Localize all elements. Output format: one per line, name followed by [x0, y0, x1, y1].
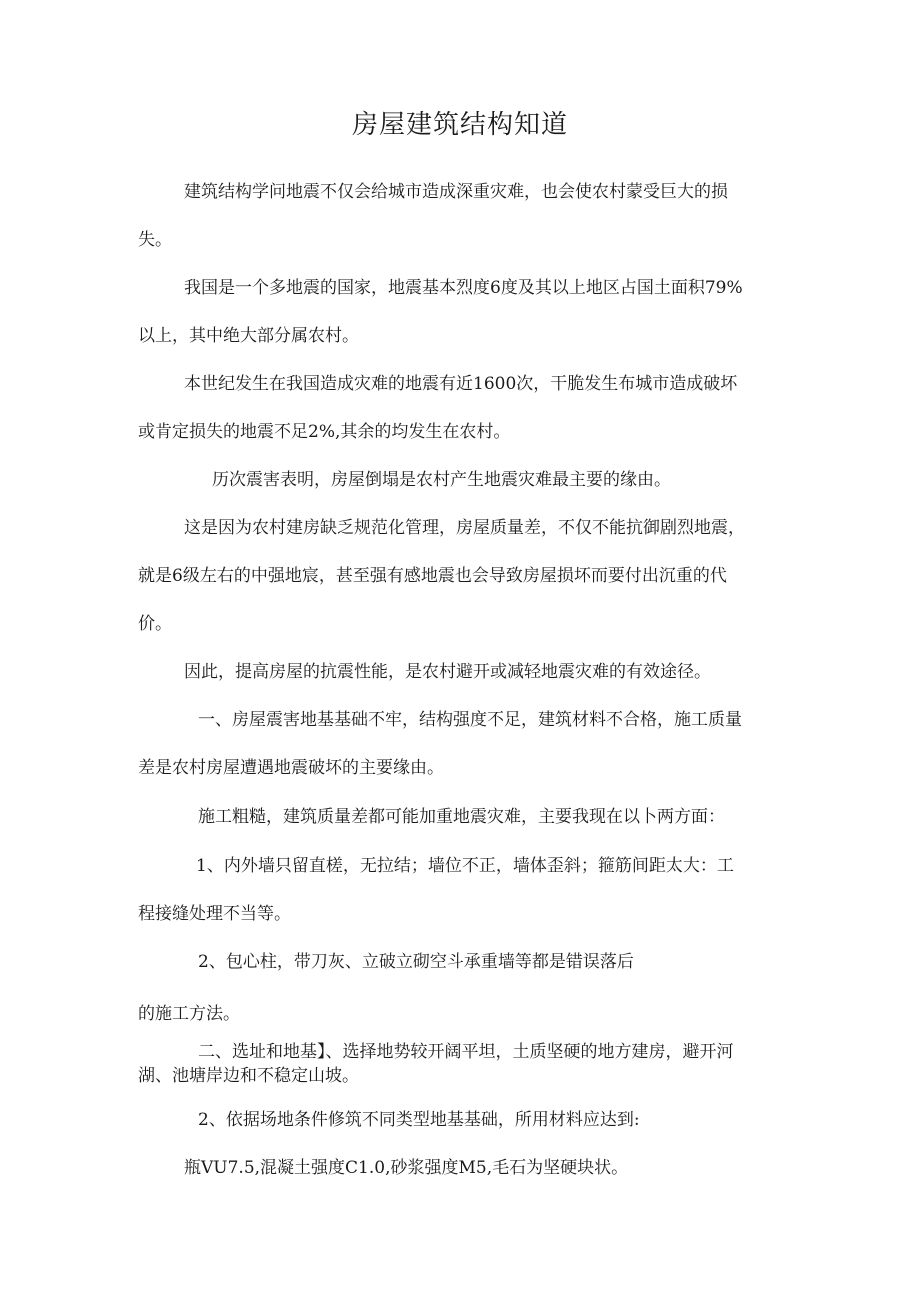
paragraph-line: 的施工方法。: [138, 1004, 240, 1024]
paragraph-line: 2、依据场地条件修筑不同类型地基基础，所用材料应达到:: [198, 1110, 640, 1130]
paragraph-line: 2、包心柱，带刀灰、立破立砌空斗承重墙等都是错误落后: [198, 952, 634, 972]
paragraph-line: 以上，其中绝大部分属农村。: [138, 326, 359, 346]
document-title: 房屋建筑结构知道: [351, 110, 568, 140]
paragraph-line: 失。: [138, 230, 172, 250]
paragraph-line: 建筑结构学问地震不仅会给城市造成深重灾难，也会使农村蒙受巨大的损: [184, 182, 728, 202]
paragraph-line: 历次震害表明，房屋倒塌是农村产生地震灾难最主要的缘由。: [212, 470, 671, 490]
paragraph-line: 本世纪发生在我国造成灾难的地震有近1600次，干脆发生布城市造成破坏: [184, 374, 738, 394]
paragraph-line: 二、选址和地基】、选择地势较开阔平坦，土质坚硬的地方建房，避开河: [198, 1042, 734, 1062]
paragraph-line: 就是6级左右的中强地宸，甚至强有感地震也会导致房屋损坏而要付出沉重的代: [138, 566, 727, 586]
paragraph-line: 1、内外墙只留直槎，无拉结；墙位不正，墙体歪斜；箍筋间距太大：工: [196, 856, 734, 876]
paragraph-line: 我国是一个多地震的国家，地震基本烈度6度及其以上地区占国土面积79%: [184, 278, 743, 298]
paragraph-line: 湖、池塘岸边和不稳定山坡。: [138, 1066, 359, 1086]
paragraph-line: 瓶VU7.5,混凝土强度C1.0,砂浆强度M5,毛石为坚硬块状。: [184, 1158, 629, 1178]
paragraph-line: 这是因为农村建房缺乏规范化管理，房屋质量差，不仅不能抗御剧烈地震，: [184, 518, 745, 538]
paragraph-line: 程接缝处理不当等。: [138, 904, 291, 924]
paragraph-line: 施工粗糙，建筑质量差都可能加重地震灾难，主要我现在以卜两方面：: [198, 807, 725, 827]
paragraph-line: 价。: [138, 614, 172, 634]
paragraph-line: 因此，提高房屋的抗震性能，是农村避开或减轻地震灾难的有效途径。: [184, 662, 711, 682]
paragraph-line: 差是农村房屋遭遇地震破坏的主要缘由。: [138, 758, 444, 778]
paragraph-line: 或肯定损失的地震不足2%,其余的均发生在农村。: [138, 422, 511, 442]
paragraph-line: 一、房屋震害地基基础不牢，结构强度不足，建筑材料不合格，施工质量: [198, 710, 742, 730]
